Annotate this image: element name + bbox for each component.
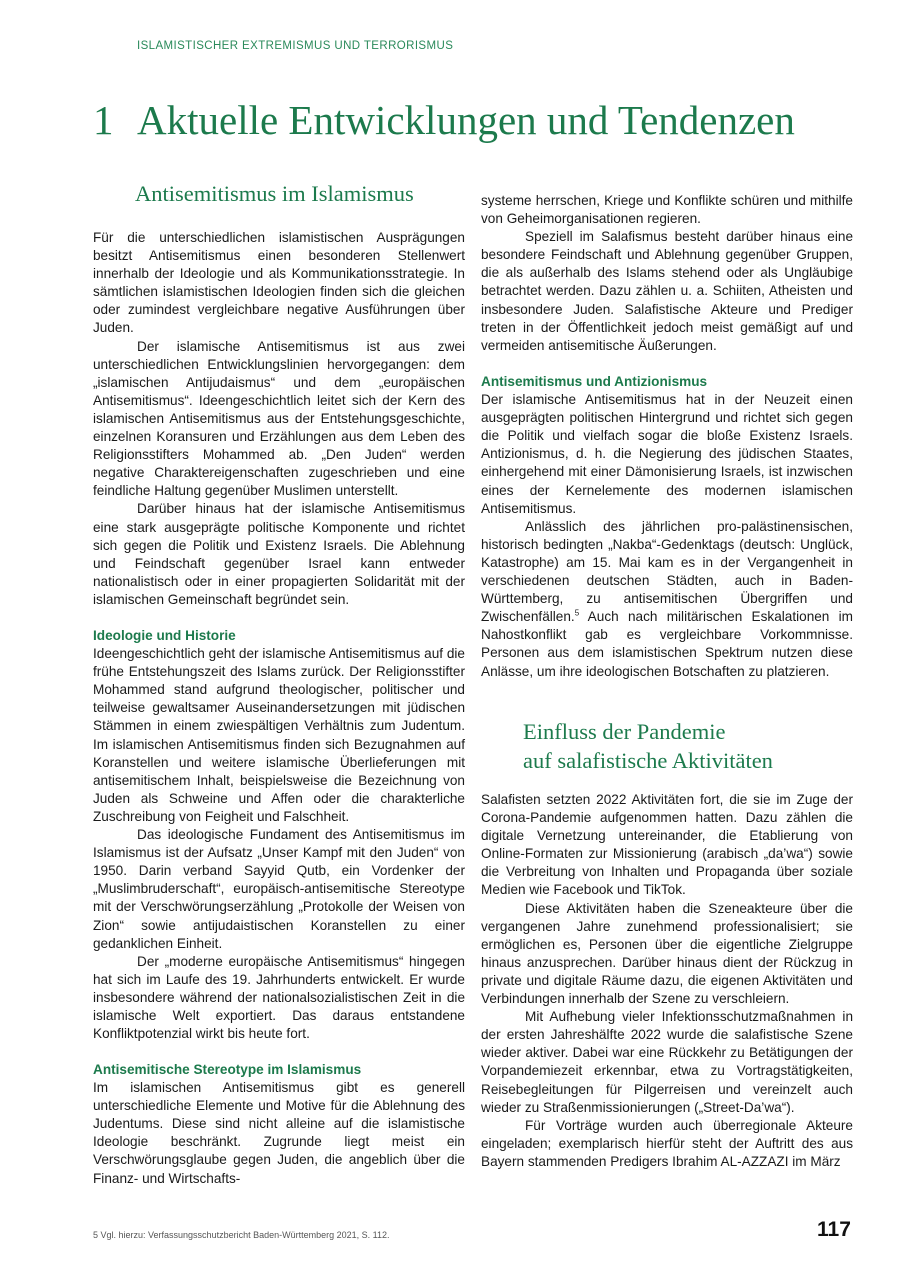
running-head: ISLAMISTISCHER EXTREMISMUS UND TERRORISMUS: [137, 40, 454, 52]
subhead-stereotype: Antisemitische Stereotype im Islamismus: [93, 1062, 362, 1077]
page-number: 117: [817, 1218, 851, 1241]
ideology-block: [93, 627, 465, 1043]
pandemic-text: [481, 791, 853, 1171]
paragraph: Mit Aufhebung vieler Infektionsschutzmaßnahmen in der ersten Jahreshälfte 2022 wurde die salafistische Szene wieder aktiver. Dabei war eine Rückkehr zu Betätigungen der Vorpandemiezeit erkennbar, etwa zu Vortragstätigkeiten, Reisebegleitungen für Pilgerreisen und vereinzelt auch wieder zu Straßenmissionierungen („Street-Da’wa“).: [481, 1009, 853, 1115]
section-title-line: Einfluss der Pandemie: [523, 719, 726, 744]
chapter-number: 1: [93, 97, 114, 143]
footnote-marker: 5: [574, 608, 580, 618]
zionism-block: [481, 373, 853, 681]
subhead-antizionismus: Antisemitismus und Antizionismus: [481, 374, 708, 389]
section-title-antisemitismus: Antisemitismus im Islamismus: [135, 181, 414, 206]
paragraph: Der islamische Antisemitismus hat in der Neuzeit einen ausgeprägten politischen Hintergrund und richtet sich gegen die Politik und vielfach sogar die bloße Existenz Israels. Antizionismus, d. h. die Negierung des jüdischen Staates, einhergehend mit einer Dämonisierung Israels, ist inzwischen eines der Kernelemente des modernen islamischen Antisemitismus.: [481, 392, 853, 516]
paragraph: Für die unterschiedlichen islamistischen Ausprägungen besitzt Antisemitismus einen besonderen Stellenwert innerhalb der Ideologie und als Kommunikationsstrategie. In sämtlichen islamistischen Ideologien finden sich die gleichen oder zumindest vergleichbare negative Ausführungen über Juden.: [93, 230, 465, 336]
chapter-title: [93, 96, 795, 144]
paragraph: Darüber hinaus hat der islamische Antisemitismus eine stark ausgeprägte politische Komponente und richtet sich gegen die Politik und Existenz Israels. Die Ablehnung und Feindschaft gegenüber Israel kann entweder nationalistisch oder in einer propagierten Solidarität mit der islamischen Gemeinschaft begründet sein.: [93, 501, 465, 607]
stereotype-block: [93, 1061, 465, 1188]
paragraph: Salafisten setzten 2022 Aktivitäten fort, die sie im Zuge der Corona-Pandemie aufgenommen hatten. Dazu zählen die digitale Vernetzung untereinander, die Etablierung von Online-Formaten zur Missionierung (arabisch „da’wa“) sowie die Verbreitung von Inhalten und Propaganda über soziale Medien wie Facebook und TikTok.: [481, 792, 853, 898]
paragraph: [481, 518, 853, 681]
section-title-line: auf salafistische Aktivitäten: [523, 748, 773, 773]
paragraph: Ideengeschichtlich geht der islamische Antisemitismus auf die frühe Entstehungszeit des Islams zurück. Der Religionsstifter Mohammed stand aufgrund theologischer, politischer und teilweise gewaltsamer Auseinandersetzungen mit jüdischen Stämmen in einem zwiespältigen Verhältnis zum Judentum. Im islamischen Antisemitismus finden sich Bezugnahmen auf Koranstellen und weitere islamische Überlieferungen mit antisemitischem Inhalt, beispielsweise die Bezeichnung von Juden als Schweine und Affen oder die charakterliche Zuschreibung von Feigheit und Falschheit.: [93, 646, 465, 824]
paragraph: Speziell im Salafismus besteht darüber hinaus eine besondere Feindschaft und Ablehnung gegenüber Gruppen, die als außerhalb des Islams stehend oder als Ungläubige betrachtet werden. Dazu zählen u. a. Schiiten, Atheisten und insbesondere Juden. Salafistische Akteure und Prediger treten in der Öffentlichkeit jedoch meist gemäßigt auf und vermeiden antisemitische Äußerungen.: [481, 229, 853, 353]
section-title-pandemie: [523, 717, 853, 775]
paragraph: Im islamischen Antisemitismus gibt es generell unterschiedliche Elemente und Motive für die Ablehnung des Judentums. Diese sind nicht alleine auf die islamistische Ideologie beschränkt. Zugrunde liegt meist ein Verschwörungsglaube gegen Juden, die angeblich über die Finanz- und Wirtschafts-: [93, 1080, 465, 1186]
paragraph: Der „moderne europäische Antisemitismus“ hingegen hat sich im Laufe des 19. Jahrhunderts entwickelt. Er wurde insbesondere während der nationalsozialistischen Zeit in die islamische Welt exportiert. Das daraus entstandene Konfliktpotenzial wirkt bis heute fort.: [93, 953, 465, 1042]
footnote: 5 Vgl. hierzu: Verfassungsschutzbericht Baden-Württemberg 2021, S. 112.: [93, 1230, 390, 1240]
paragraph: systeme herrschen, Kriege und Konflikte schüren und mithilfe von Geheimorganisationen regieren.: [481, 193, 853, 227]
paragraph-text: Anlässlich des jährlichen pro-palästinensischen, historisch bedingten „Nakba“-Gedenktags (deutsch: Unglück, Katastrophe) am 15. Mai kam es in der Vergangenheit in verschiedenen deutschen Städten, auch in Baden-Württemberg, zu antisemitischen Übergriffen und Zwischenfällen.: [481, 518, 853, 625]
intro-text: [93, 229, 465, 609]
paragraph: Das ideologische Fundament des Antisemitismus im Islamismus ist der Aufsatz „Unser Kampf mit den Juden“ von 1950. Darin verband Sayyid Qutb, ein Vordenker der „Muslimbruderschaft“, europäisch-antisemitische Stereotype mit der Verschwörungserzählung „Protokolle der Weisen von Zion“ sowie antijudaistischen Koranstellen zu einer gedanklichen Einheit.: [93, 827, 465, 951]
paragraph: Diese Aktivitäten haben die Szeneakteure über die vergangenen Jahre zunehmend professionalisiert; sie ermöglichen es, Personen über die eigentliche Zielgruppe hinaus anzusprechen. Darüber hinaus dient der Rückzug in private und digitale Räume dazu, die eigenen Aktivitäten und Verbindungen innerhalb der Szene zu verschleiern.: [481, 900, 853, 1007]
chapter-title-text: Aktuelle Entwicklungen und Tendenzen: [137, 97, 795, 143]
paragraph: Für Vorträge wurden auch überregionale Akteure eingeladen; exemplarisch hierfür steht der Auftritt des aus Bayern stammenden Predigers Ibrahim AL-AZZAZI im März: [481, 1117, 853, 1169]
paragraph-text: Auch nach militärischen Eskalationen im Nahostkonflikt gab es vergleichbare Vorkommnisse. Personen aus dem islamistischen Spektrum nutzen diese Anlässe, um ihre ideologischen Botschaften zu platzieren.: [481, 609, 853, 679]
subhead-ideologie: Ideologie und Historie: [93, 628, 236, 643]
paragraph: Der islamische Antisemitismus ist aus zwei unterschiedlichen Entwicklungslinien hervorgegangen: dem „islamischen Antijudaismus“ und dem „europäischen Antisemitismus“. Ideengeschichtlich leitet sich der Kern des islamischen Antisemitismus aus der Entstehungsgeschichte, einzelnen Koransuren und Erzählungen aus dem Leben des Religionsstifters Mohammed ab. „Den Juden“ werden negative Charaktereigenschaften zugeschrieben und eine feindliche Haltung gegenüber Muslimen unterstellt.: [93, 338, 465, 499]
continued-text: [481, 192, 853, 355]
